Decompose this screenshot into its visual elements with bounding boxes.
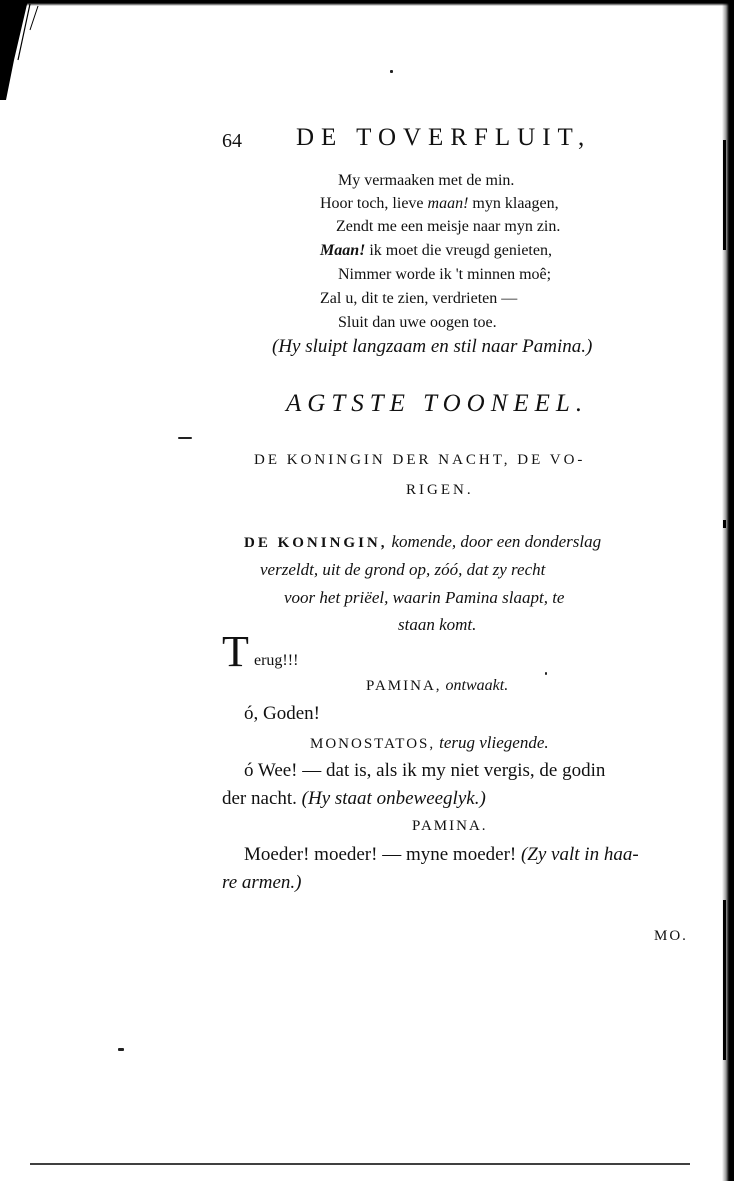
stage-direction: (Hy staat onbeweeglyk.) xyxy=(301,788,486,809)
verse-text: myn klaagen, xyxy=(468,195,559,212)
stage-direction: terug vliegende. xyxy=(439,733,549,752)
ink-speck xyxy=(118,1048,124,1051)
drop-initial: T xyxy=(222,627,249,676)
verse-line: Zal u, dit te zien, verdrieten — xyxy=(320,290,518,307)
stage-direction: (Hy sluipt langzaam en stil naar Pamina.) xyxy=(272,336,593,357)
scan-right-mark xyxy=(723,900,726,1060)
stage-direction: verzeldt, uit de grond op, zóó, dat zy recht xyxy=(260,560,546,579)
ink-speck xyxy=(545,672,547,675)
speaker-name: PAMINA, xyxy=(366,678,442,694)
characters-heading: RIGEN. xyxy=(406,482,474,498)
stage-direction: voor het priëel, waarin Pamina slaapt, te xyxy=(284,588,565,607)
speaker-name: MONOSTATOS, xyxy=(310,736,436,752)
scan-right-mark xyxy=(723,520,726,528)
verse-emphasis: maan! xyxy=(427,195,469,212)
speech-text xyxy=(222,788,486,810)
verse-line xyxy=(320,242,552,260)
verse-line: My vermaaken met de min. xyxy=(338,172,515,189)
scene-title: AGTSTE TOONEEL. xyxy=(286,390,589,417)
speaker-heading xyxy=(366,677,508,695)
stage-direction: (Zy valt in haa- xyxy=(520,844,639,865)
verse-text: ik moet die vreugd genieten, xyxy=(365,242,552,259)
verse-text: Hoor toch, lieve xyxy=(320,195,428,212)
entrance-direction xyxy=(244,532,601,552)
scan-right-mark xyxy=(723,140,726,250)
speaker-name: DE KONINGIN, xyxy=(244,535,388,551)
verse-line: Sluit dan uwe oogen toe. xyxy=(338,314,497,331)
page-number: 64 xyxy=(222,130,242,152)
verse-line xyxy=(320,195,559,213)
running-head: DE TOVERFLUIT, xyxy=(296,124,592,151)
scan-bottom-edge xyxy=(30,1162,690,1166)
stage-direction: komende, door een donderslag xyxy=(391,532,602,551)
verse-line: Nimmer worde ik 't minnen moê; xyxy=(338,266,552,283)
stage-direction: staan komt. xyxy=(398,615,477,634)
speech-fragment: der nacht. xyxy=(222,788,297,809)
scan-left-edge xyxy=(0,0,46,100)
verse-line: Zendt me een meisje naar myn zin. xyxy=(336,218,561,235)
speech-text: ó Wee! — dat is, als ik my niet vergis, de godin xyxy=(244,760,606,781)
scan-top-edge xyxy=(0,0,734,6)
characters-heading: DE KONINGIN DER NACHT, DE VO- xyxy=(254,452,586,468)
ink-speck xyxy=(390,70,393,73)
stage-direction: ontwaakt. xyxy=(445,677,509,694)
speech-text xyxy=(244,844,639,866)
verse-emphasis: Maan! xyxy=(320,242,366,259)
speaker-heading xyxy=(310,733,549,753)
catchword: MO. xyxy=(654,928,688,944)
speaker-name: PAMINA. xyxy=(412,818,488,834)
stage-direction: re armen.) xyxy=(222,872,302,893)
speech-text: ó, Goden! xyxy=(244,703,320,724)
speech-text: erug!!! xyxy=(254,652,299,669)
speech-text xyxy=(222,872,302,894)
ink-speck xyxy=(178,437,192,439)
speech-fragment: Moeder! moeder! — myne moeder! xyxy=(244,844,517,865)
